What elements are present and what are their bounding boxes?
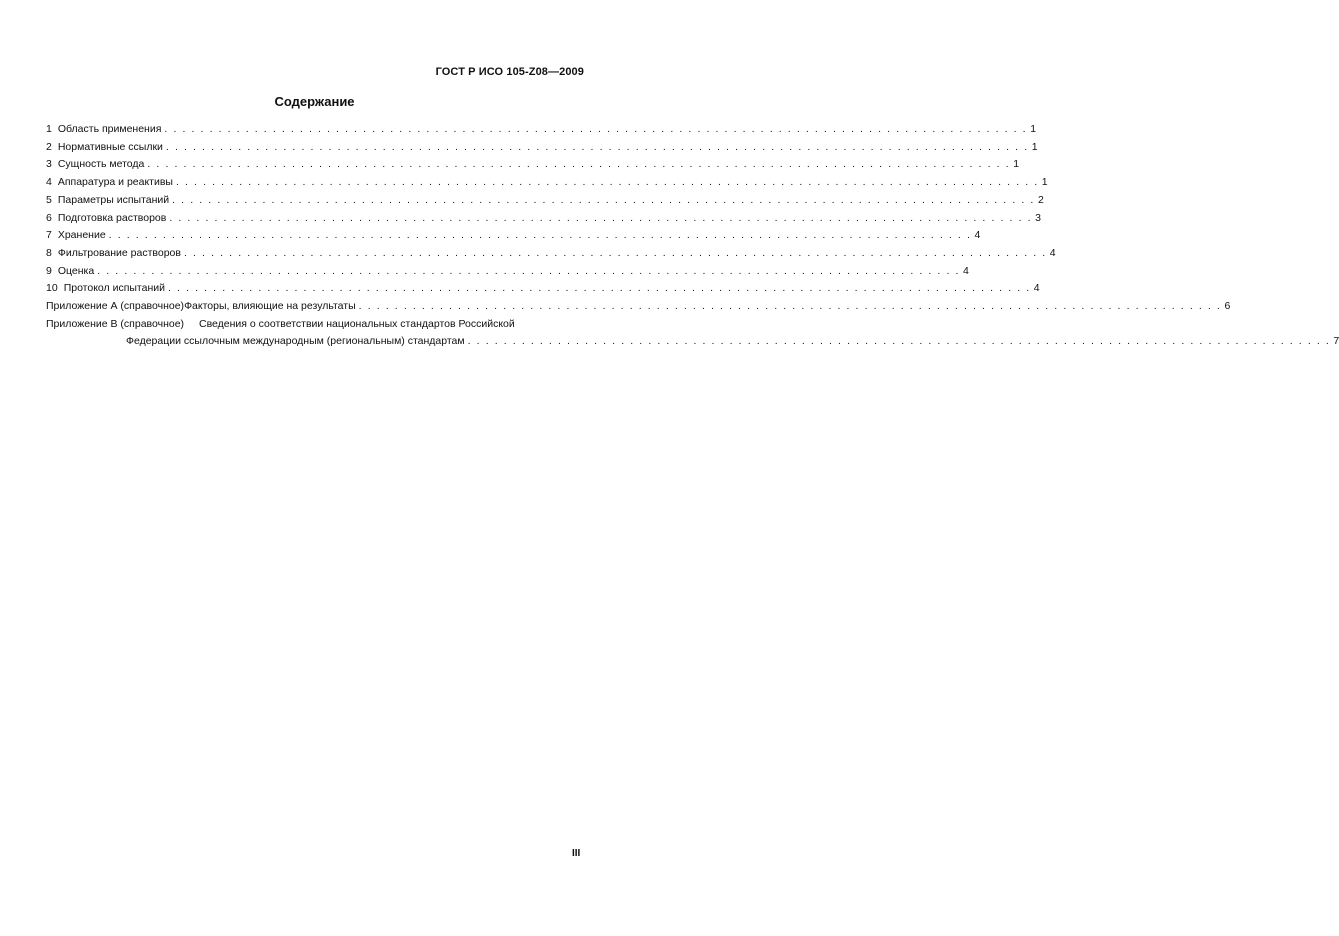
toc-entry-number: 10 xyxy=(46,282,58,295)
dot-leader: . . . . . . . . . . . . . . . . . . . . . . . . . . . . . . . . . . . . . . . . . . . . . . . . . . . . . . . . . . . . . . . . . . . . . . . . . . . . . . . . . . . . . . . . . . . . . . . . xyxy=(467,335,1331,348)
toc-entry-label: Область применения xyxy=(57,123,162,135)
document-code: ГОСТ Р ИСО 105-Z08—2009 xyxy=(435,66,584,78)
toc-entry[interactable] xyxy=(46,227,981,245)
toc-entry-page: 1 xyxy=(1031,140,1038,153)
toc-entry-page: 1 xyxy=(1030,123,1037,135)
toc-entry-page: 4 xyxy=(1049,246,1056,259)
toc-entry-page: 4 xyxy=(963,264,969,277)
toc-entry-page: 2 xyxy=(1037,193,1044,206)
dot-leader: . . . . . . . . . . . . . . . . . . . . . . . . . . . . . . . . . . . . . . . . . . . . . . . . . . . . . . . . . . . . . . . . . . . . . . . . . . . . . . . . . . . . . . . . . . . . . . . . xyxy=(97,264,961,277)
toc-entry-label: Параметры испытаний xyxy=(57,193,170,206)
toc-entry-number: 2 xyxy=(46,140,52,153)
toc-entry-page: 4 xyxy=(1033,282,1040,295)
toc-entry-page: 1 xyxy=(1013,158,1020,171)
toc-entry-page: 3 xyxy=(1035,211,1041,224)
toc-appendix-b[interactable] xyxy=(46,316,584,334)
toc-entry-number: 6 xyxy=(46,211,52,224)
toc-appendix-b-continuation[interactable] xyxy=(46,333,1339,351)
toc-entry-page: 4 xyxy=(974,229,981,242)
dot-leader: . . . . . . . . . . . . . . . . . . . . . . . . . . . . . . . . . . . . . . . . . . . . . . . . . . . . . . . . . . . . . . . . . . . . . . . . . . . . . . . . . . . . . . . . . . . . . . . . xyxy=(164,123,1028,135)
toc-entry[interactable] xyxy=(46,263,969,281)
dot-leader: . . . . . . . . . . . . . . . . . . . . . . . . . . . . . . . . . . . . . . . . . . . . . . . . . . . . . . . . . . . . . . . . . . . . . . . . . . . . . . . . . . . . . . . . . . . . . . . . xyxy=(147,158,1011,171)
dot-leader: . . . . . . . . . . . . . . . . . . . . . . . . . . . . . . . . . . . . . . . . . . . . . . . . . . . . . . . . . . . . . . . . . . . . . . . . . . . . . . . . . . . . . . . . . . . . . . . . xyxy=(172,193,1035,206)
appendix-b-title-line1: Сведения о соответствии национальных стандартов Российской xyxy=(199,317,515,330)
table-of-contents xyxy=(46,121,1339,351)
toc-entry[interactable] xyxy=(46,121,1037,139)
appendix-b-prefix: Приложение В (справочное) xyxy=(46,317,185,330)
toc-entry-number: 7 xyxy=(46,229,52,242)
toc-entry-number: 5 xyxy=(46,193,52,206)
toc-appendix-a[interactable] xyxy=(46,298,1231,316)
page-number: III xyxy=(572,848,581,859)
toc-entry-number: 3 xyxy=(46,158,52,171)
appendix-b-page: 7 xyxy=(1333,335,1339,348)
toc-entry[interactable] xyxy=(46,174,1048,192)
toc-entry[interactable] xyxy=(46,192,1044,210)
appendix-a-title: Факторы, влияющие на результаты xyxy=(184,300,356,313)
toc-entry-label: Оценка xyxy=(57,264,95,277)
toc-entry-label: Сущность метода xyxy=(57,158,145,171)
dot-leader: . . . . . . . . . . . . . . . . . . . . . . . . . . . . . . . . . . . . . . . . . . . . . . . . . . . . . . . . . . . . . . . . . . . . . . . . . . . . . . . . . . . . . . . . . . . . . . . . xyxy=(169,211,1033,224)
dot-leader: . . . . . . . . . . . . . . . . . . . . . . . . . . . . . . . . . . . . . . . . . . . . . . . . . . . . . . . . . . . . . . . . . . . . . . . . . . . . . . . . . . . . . . . . . . . . . . . . xyxy=(165,140,1029,153)
toc-entry-label: Фильтрование растворов xyxy=(57,246,181,259)
toc-entry-number: 8 xyxy=(46,246,52,259)
dot-leader: . . . . . . . . . . . . . . . . . . . . . . . . . . . . . . . . . . . . . . . . . . . . . . . . . . . . . . . . . . . . . . . . . . . . . . . . . . . . . . . . . . . . . . . . . . . . . . . . xyxy=(108,229,972,242)
appendix-b-title-line2: Федерации ссылочным международным (региональным) стандартам xyxy=(126,335,465,348)
dot-leader: . . . . . . . . . . . . . . . . . . . . . . . . . . . . . . . . . . . . . . . . . . . . . . . . . . . . . . . . . . . . . . . . . . . . . . . . . . . . . . . . . . . . . . . . . . . . . . . . xyxy=(183,246,1047,259)
toc-entry-page: 1 xyxy=(1041,176,1048,189)
toc-title: Содержание xyxy=(274,94,355,109)
toc-entry-number: 1 xyxy=(46,123,52,135)
toc-entry[interactable] xyxy=(46,139,1038,157)
dot-leader: . . . . . . . . . . . . . . . . . . . . . . . . . . . . . . . . . . . . . . . . . . . . . . . . . . . . . . . . . . . . . . . . . . . . . . . . . . . . . . . . . . . . . . . . . . . . . . . . xyxy=(358,300,1222,313)
toc-entry[interactable] xyxy=(46,280,1040,298)
toc-entry[interactable] xyxy=(46,156,1020,174)
toc-entry[interactable] xyxy=(46,210,1041,228)
appendix-a-page: 6 xyxy=(1224,300,1231,313)
dot-leader: . . . . . . . . . . . . . . . . . . . . . . . . . . . . . . . . . . . . . . . . . . . . . . . . . . . . . . . . . . . . . . . . . . . . . . . . . . . . . . . . . . . . . . . . . . . . . . . . xyxy=(175,176,1039,189)
toc-entry-label: Аппаратура и реактивы xyxy=(57,176,173,189)
toc-entry-label: Протокол испытаний xyxy=(63,282,165,295)
toc-entry-label: Хранение xyxy=(57,229,106,242)
appendix-a-prefix: Приложение А (справочное) xyxy=(46,300,185,313)
toc-entry-label: Нормативные ссылки xyxy=(57,140,163,153)
toc-entry-number: 4 xyxy=(46,176,52,189)
toc-entry-number: 9 xyxy=(46,264,52,277)
toc-entry[interactable] xyxy=(46,245,1056,263)
dot-leader: . . . . . . . . . . . . . . . . . . . . . . . . . . . . . . . . . . . . . . . . . . . . . . . . . . . . . . . . . . . . . . . . . . . . . . . . . . . . . . . . . . . . . . . . . . . . . . . . xyxy=(168,282,1031,295)
toc-entry-label: Подготовка растворов xyxy=(57,211,167,224)
